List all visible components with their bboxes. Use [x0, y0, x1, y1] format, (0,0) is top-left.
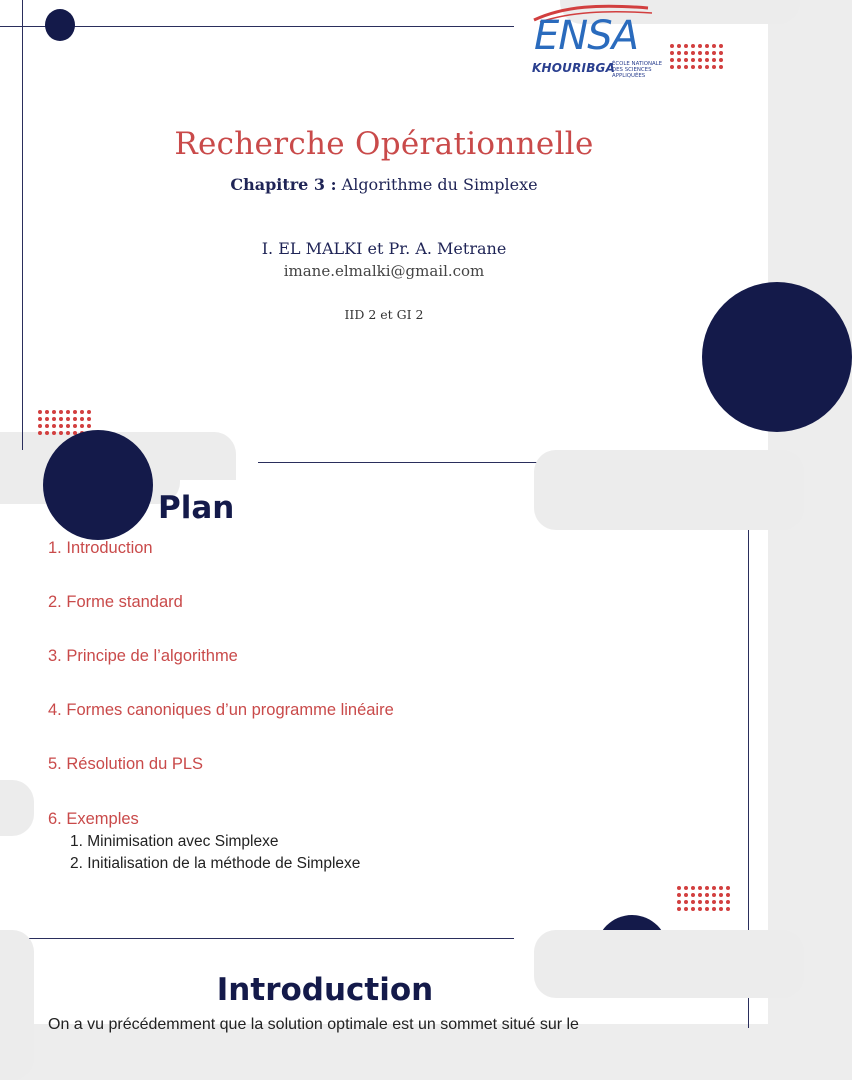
decor-horizontal-line — [0, 938, 514, 939]
decor-dot-grid — [677, 886, 730, 911]
chapter-subtitle — [0, 175, 768, 194]
logo-tagline: ÉCOLE NATIONALE DES SCIENCES APPLIQUÉES — [612, 61, 663, 79]
plan-item-number: 2. — [48, 593, 62, 611]
plan-item-label: Forme standard — [66, 593, 183, 611]
plan-subitem-initialisation[interactable] — [70, 855, 360, 873]
chapter-name: Algorithme du Simplexe — [341, 175, 538, 194]
introduction-title: Introduction — [216, 972, 434, 1008]
decor-panel — [0, 780, 34, 836]
plan-item-label: Exemples — [66, 810, 139, 828]
presentation-title: Recherche Opérationnelle — [174, 126, 594, 162]
decor-dot-grid — [670, 44, 723, 69]
plan-item-label: Formes canoniques d’un programme linéaire — [66, 701, 394, 719]
plan-item-formes-canoniques[interactable] — [48, 701, 394, 720]
plan-item-label: Principe de l’algorithme — [66, 647, 238, 665]
author-email: imane.elmalki@gmail.com — [283, 262, 485, 280]
decor-vertical-line — [748, 530, 749, 960]
plan-item-number: 4. — [48, 701, 62, 719]
plan-item-resolution[interactable] — [48, 755, 203, 774]
plan-subitem-minimisation[interactable] — [70, 833, 279, 851]
plan-item-label: Résolution du PLS — [66, 755, 204, 773]
plan-item-number: 6. — [48, 810, 62, 828]
plan-subitem-label: Minimisation avec Simplexe — [87, 833, 279, 850]
decor-horizontal-line — [0, 26, 514, 27]
plan-item-number: 1. — [48, 539, 62, 557]
plan-item-principe[interactable] — [48, 647, 238, 666]
plan-subitem-number: 1. — [70, 833, 83, 850]
logo-city: KHOURIBGA — [532, 61, 616, 75]
plan-item-exemples[interactable] — [48, 810, 139, 829]
introduction-text: On a vu précédemment que la solution optimale est un sommet situé sur le — [48, 1016, 579, 1033]
logo-word: ENSA — [534, 13, 638, 59]
plan-slide — [0, 480, 768, 960]
decor-circle — [43, 430, 153, 540]
plan-subitem-number: 2. — [70, 855, 83, 872]
plan-title: Plan — [158, 490, 235, 526]
decor-circle — [702, 282, 852, 432]
decor-circle — [45, 9, 75, 41]
chapter-label: Chapitre 3 : — [230, 175, 337, 194]
plan-subitem-label: Initialisation de la méthode de Simplexe — [87, 855, 361, 872]
decor-vertical-line — [748, 998, 749, 1028]
plan-item-introduction[interactable] — [48, 539, 153, 558]
plan-item-label: Introduction — [66, 539, 153, 557]
plan-item-number: 3. — [48, 647, 62, 665]
introduction-slide — [0, 960, 768, 1033]
title-slide — [0, 0, 768, 480]
authors: I. EL MALKI et Pr. A. Metrane — [261, 239, 507, 258]
decor-panel — [534, 450, 804, 530]
ensa-logo — [528, 4, 662, 92]
plan-item-forme-standard[interactable] — [48, 593, 183, 612]
class-groups: IID 2 et GI 2 — [344, 307, 424, 322]
plan-item-number: 5. — [48, 755, 62, 773]
